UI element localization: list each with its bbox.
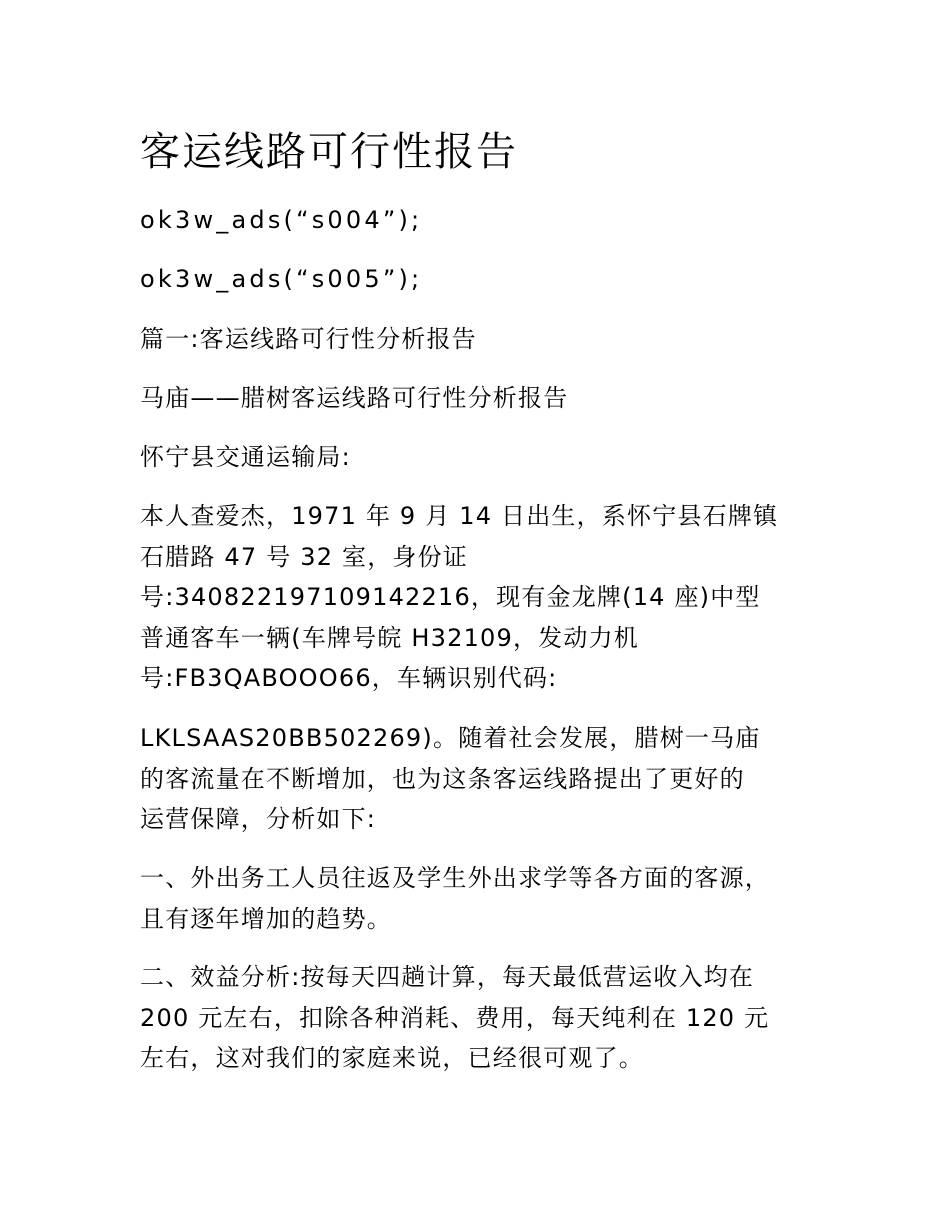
document-title: 客运线路可行性报告 (140, 129, 518, 175)
intro-paragraph (140, 496, 820, 699)
point-two-line: 二、效益分析:按每天四趟计算，每天最低营运收入均在 (140, 963, 755, 991)
section-heading: 篇一:客运线路可行性分析报告 (140, 325, 477, 353)
intro-line: 普通客车一辆(车牌号皖 H32109，发动力机 (140, 623, 639, 652)
addressee: 怀宁县交通运输局: (140, 443, 351, 471)
vin-line: 的客流量在不断增加，也为这条客运线路提出了更好的 (140, 764, 745, 793)
point-two-paragraph (140, 957, 820, 1079)
code-line-1: ok3w_ads(“s004”); (140, 206, 423, 234)
vin-line: LKLSAAS20BB502269)。随着社会发展，腊树一马庙 (140, 724, 761, 752)
intro-line: 石腊路 47 号 32 室，身份证 (140, 542, 468, 571)
point-one-paragraph (140, 858, 820, 939)
point-one-line: 一、外出务工人员往返及学生外出求学等各方面的客源， (140, 864, 770, 892)
code-line-2: ok3w_ads(“s005”); (140, 265, 423, 293)
report-title: 马庙——腊树客运线路可行性分析报告 (140, 384, 569, 412)
intro-line: 本人查爱杰，1971 年 9 月 14 日出生，系怀宁县石牌镇 (140, 502, 779, 530)
vin-paragraph (140, 718, 820, 840)
point-one-line: 且有逐年增加的趋势。 (140, 904, 392, 933)
point-two-line: 200 元左右，扣除各种消耗、费用，每天纯利在 120 元 (140, 1003, 770, 1032)
point-two-line: 左右，这对我们的家庭来说，已经很可观了。 (140, 1044, 644, 1072)
intro-line: 号:340822197109142216，现有金龙牌(14 座)中型 (140, 583, 761, 611)
vin-line: 运营保障，分析如下: (140, 805, 377, 833)
intro-line: 号:FB3QABOOO66，车辆识别代码: (140, 664, 558, 692)
